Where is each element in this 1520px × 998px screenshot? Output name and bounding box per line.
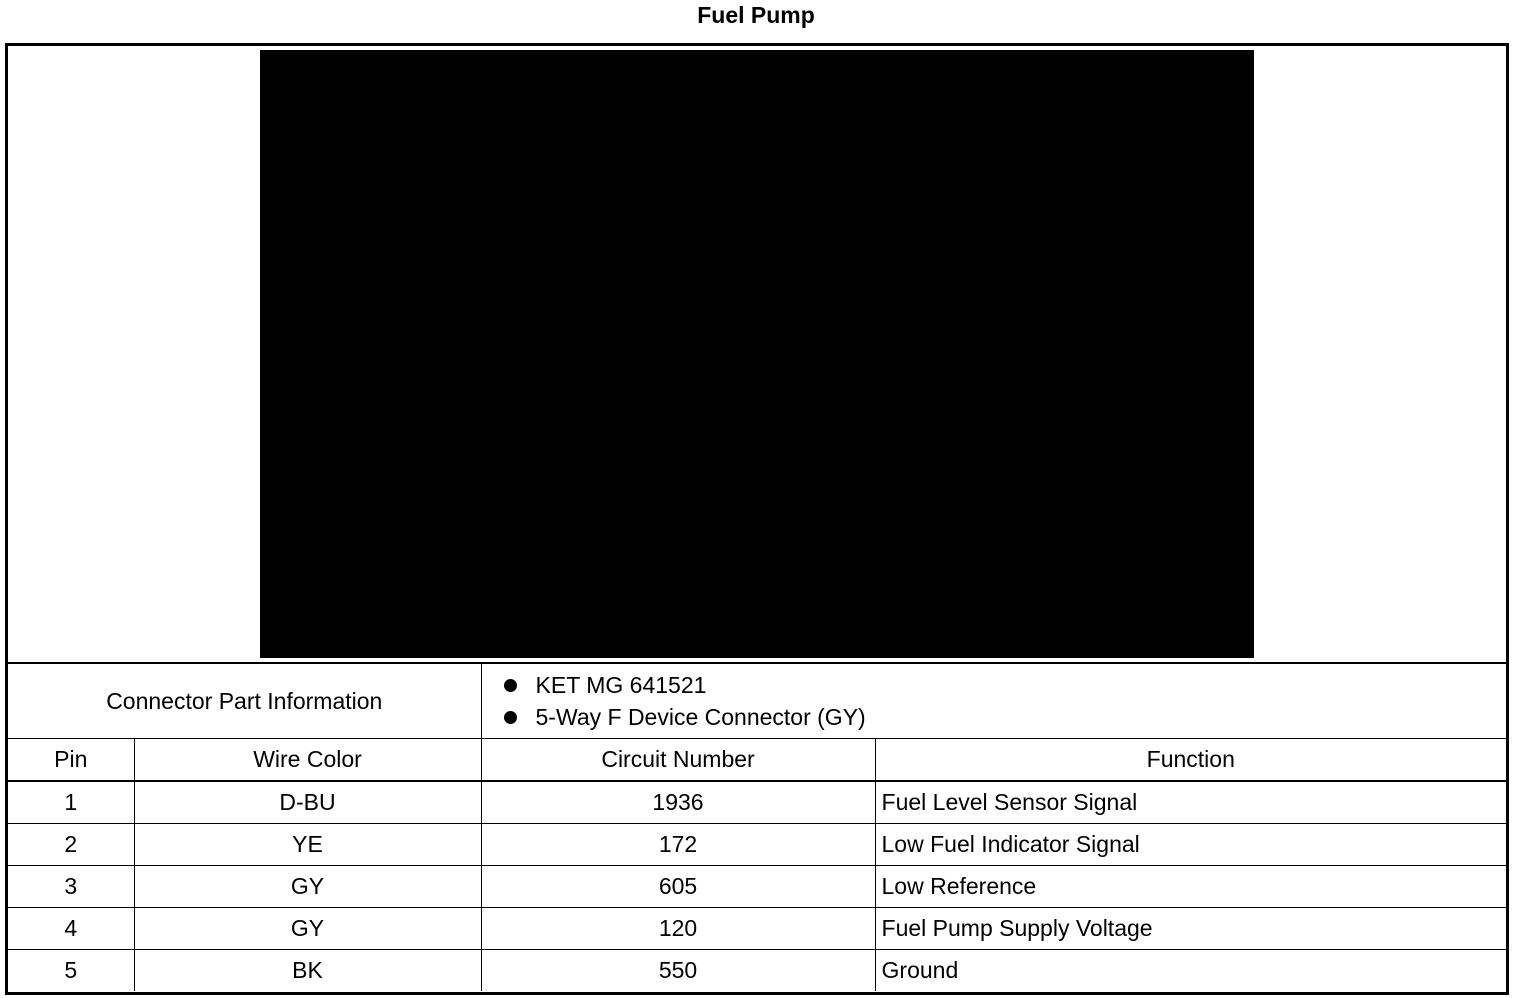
cell-wire-color: BK [134,950,481,992]
connector-image [260,50,1254,658]
cell-function: Fuel Pump Supply Voltage [875,908,1506,950]
connector-image-area [8,46,1506,664]
cell-circuit-number: 550 [481,950,875,992]
bullet-icon [504,711,517,724]
cell-circuit-number: 605 [481,866,875,908]
cell-circuit-number: 120 [481,908,875,950]
cell-circuit-number: 172 [481,824,875,866]
table-row [8,781,1506,824]
cell-function: Ground [875,950,1506,992]
cell-function: Fuel Level Sensor Signal [875,781,1506,824]
connector-info-list [481,664,1506,739]
cell-wire-color: YE [134,824,481,866]
connector-document-frame [5,43,1509,995]
connector-info-item: 5-Way F Device Connector (GY) [535,704,866,730]
header-function: Function [875,739,1506,782]
list-item [504,701,1507,733]
cell-pin: 2 [8,824,134,866]
table-row [8,824,1506,866]
header-pin: Pin [8,739,134,782]
cell-wire-color: GY [134,866,481,908]
cell-function: Low Reference [875,866,1506,908]
page-title: Fuel Pump [697,2,815,28]
table-header-row [8,739,1506,782]
cell-function: Low Fuel Indicator Signal [875,824,1506,866]
table-row [8,908,1506,950]
bullet-icon [504,679,517,692]
cell-wire-color: D-BU [134,781,481,824]
cell-wire-color: GY [134,908,481,950]
cell-circuit-number: 1936 [481,781,875,824]
cell-pin: 4 [8,908,134,950]
connector-info-item: KET MG 641521 [535,672,707,698]
table-row [8,950,1506,992]
header-wire-color: Wire Color [134,739,481,782]
connector-info-row [8,664,1506,739]
cell-pin: 1 [8,781,134,824]
cell-pin: 3 [8,866,134,908]
cell-pin: 5 [8,950,134,992]
connector-info-label: Connector Part Information [8,664,481,739]
table-row [8,866,1506,908]
header-circuit-number: Circuit Number [481,739,875,782]
list-item [504,669,1507,701]
connector-pin-table [8,664,1506,991]
